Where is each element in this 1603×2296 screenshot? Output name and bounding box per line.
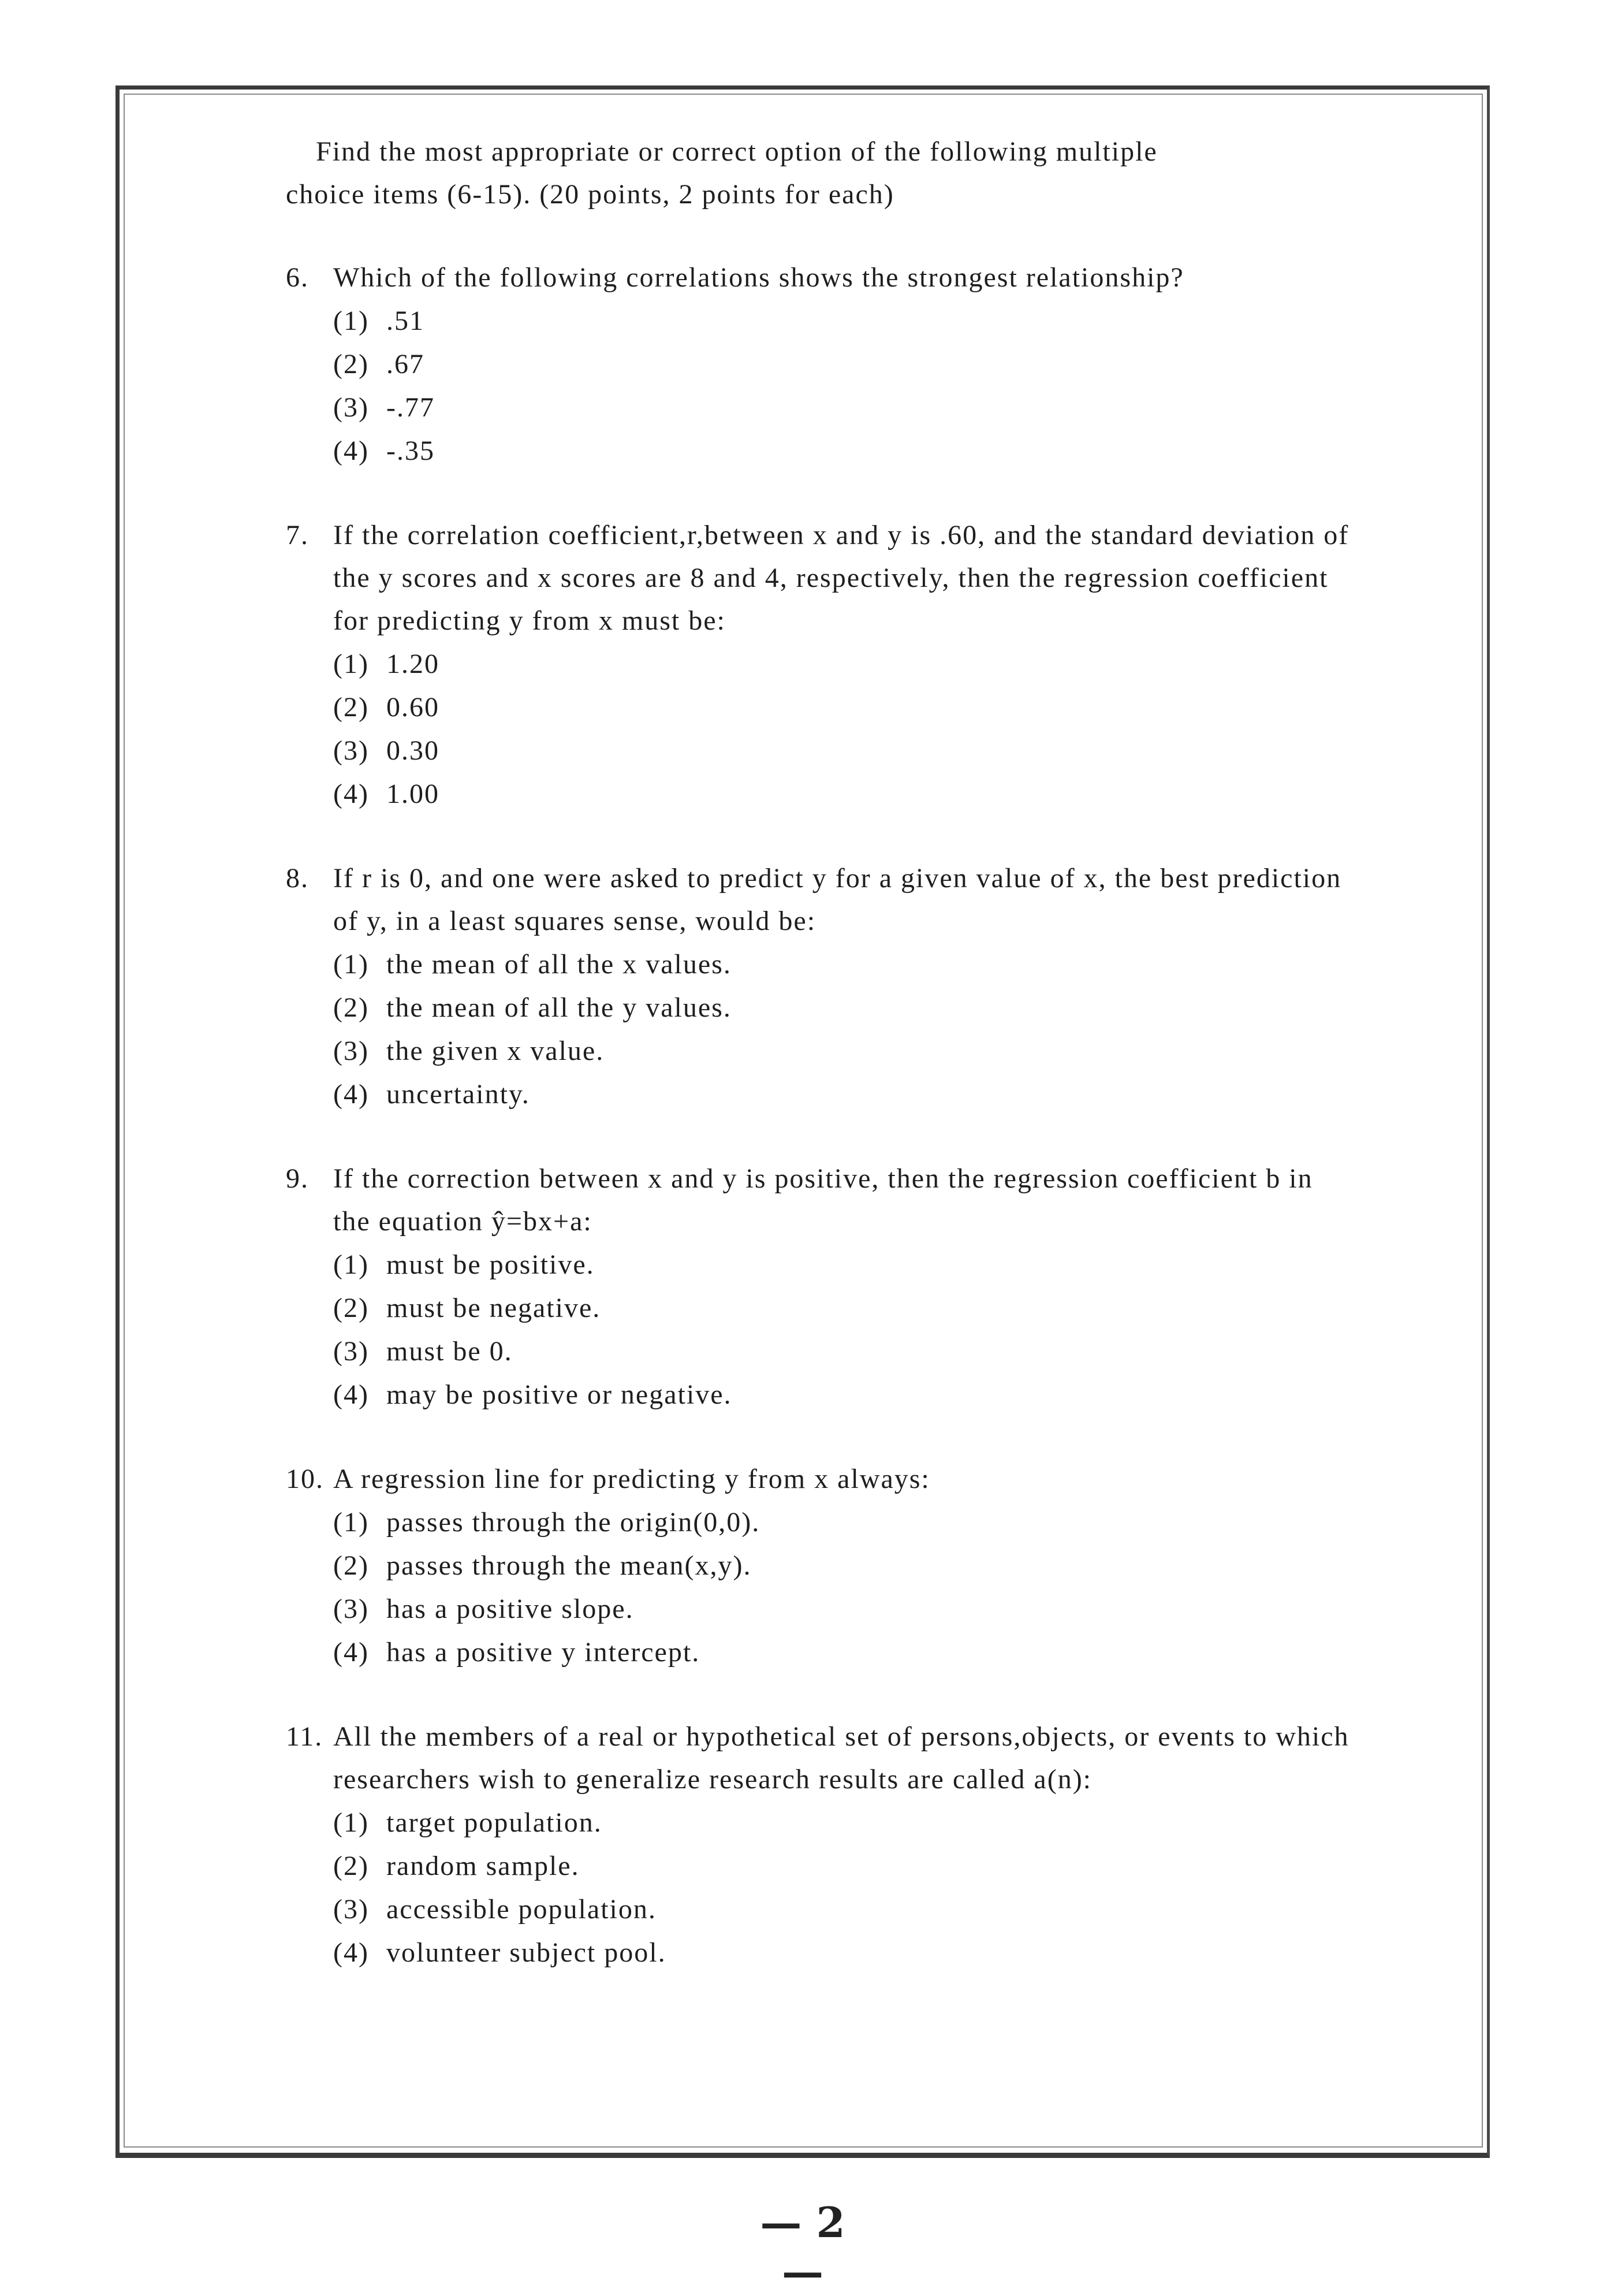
question-stem — [286, 1458, 1383, 1501]
exam-content — [286, 131, 1383, 2016]
option-2 — [333, 686, 1383, 729]
option-label: (2) — [333, 1851, 369, 1881]
option-1 — [333, 1501, 1383, 1544]
question-text: A regression line for predicting y from x always: — [333, 1464, 930, 1494]
option-text: may be positive or negative. — [386, 1379, 732, 1410]
option-2 — [333, 1544, 1383, 1587]
option-text: target population. — [386, 1807, 602, 1838]
question-stem — [286, 1158, 1383, 1243]
option-text: 1.20 — [386, 649, 439, 679]
page-number: — 2 — — [760, 2198, 845, 2296]
option-label: (3) — [333, 1036, 369, 1066]
question-9 — [286, 1158, 1383, 1416]
option-label: (3) — [333, 1336, 369, 1367]
option-text: must be negative. — [386, 1293, 601, 1323]
option-list — [286, 1243, 1383, 1416]
question-stem — [286, 857, 1383, 943]
option-text: random sample. — [386, 1851, 580, 1881]
option-list — [286, 642, 1383, 816]
question-7 — [286, 514, 1383, 816]
option-3 — [333, 729, 1383, 772]
option-text: .51 — [386, 306, 424, 336]
option-text: the mean of all the x values. — [386, 949, 732, 980]
option-text: -.77 — [386, 392, 435, 423]
option-4 — [333, 429, 1383, 472]
option-label: (2) — [333, 992, 369, 1023]
question-stem — [286, 514, 1383, 642]
option-text: must be positive. — [386, 1249, 595, 1280]
option-2 — [333, 986, 1383, 1029]
question-text: Which of the following correlations shows the strongest relationship? — [333, 262, 1184, 293]
option-label: (3) — [333, 392, 369, 423]
option-label: (1) — [333, 649, 369, 679]
option-label: (1) — [333, 1249, 369, 1280]
option-1 — [333, 1801, 1383, 1844]
option-2 — [333, 343, 1383, 386]
option-label: (4) — [333, 1079, 369, 1110]
question-text: If the correlation coefficient,r,between x and y is .60, and the standard deviation of the y scores and x scores are 8 and 4, respectively, then the regression coefficient for predicting y from x must be: — [333, 520, 1349, 636]
option-list — [286, 299, 1383, 472]
option-label: (3) — [333, 1894, 369, 1925]
question-11 — [286, 1716, 1383, 1974]
option-list — [286, 1801, 1383, 1974]
question-number: 9. — [286, 1163, 309, 1194]
question-8 — [286, 857, 1383, 1116]
option-4 — [333, 1073, 1383, 1116]
option-label: (2) — [333, 349, 369, 379]
question-text: If r is 0, and one were asked to predict y for a given value of x, the best prediction of y, in a least squares sense, would be: — [333, 863, 1342, 936]
option-text: must be 0. — [386, 1336, 513, 1367]
option-label: (4) — [333, 779, 369, 809]
option-4 — [333, 772, 1383, 816]
option-3 — [333, 1029, 1383, 1073]
option-text: 0.30 — [386, 735, 439, 766]
option-3 — [333, 1587, 1383, 1631]
question-10 — [286, 1458, 1383, 1674]
option-text: passes through the mean(x,y). — [386, 1550, 752, 1581]
question-number: 11. — [286, 1721, 323, 1752]
instructions-line-2: choice items (6-15). (20 points, 2 points for each) — [286, 179, 894, 210]
option-text: -.35 — [386, 436, 435, 466]
question-6 — [286, 256, 1383, 472]
option-list — [286, 943, 1383, 1116]
question-text: If the correction between x and y is positive, then the regression coefficient b in the equation ŷ=bx+a: — [333, 1163, 1313, 1237]
option-label: (2) — [333, 692, 369, 723]
option-label: (3) — [333, 1594, 369, 1624]
instructions — [286, 131, 1383, 216]
option-label: (4) — [333, 1937, 369, 1968]
option-4 — [333, 1373, 1383, 1416]
question-stem — [286, 1716, 1383, 1801]
option-text: has a positive slope. — [386, 1594, 634, 1624]
option-text: passes through the origin(0,0). — [386, 1507, 761, 1538]
option-1 — [333, 1243, 1383, 1286]
option-label: (1) — [333, 306, 369, 336]
option-text: 1.00 — [386, 779, 439, 809]
option-label: (2) — [333, 1550, 369, 1581]
option-4 — [333, 1931, 1383, 1974]
option-text: 0.60 — [386, 692, 439, 723]
option-label: (1) — [333, 949, 369, 980]
question-number: 8. — [286, 863, 309, 894]
option-label: (1) — [333, 1507, 369, 1538]
option-text: accessible population. — [386, 1894, 657, 1925]
option-label: (3) — [333, 735, 369, 766]
question-text: All the members of a real or hypothetical set of persons,objects, or events to which researchers wish to generalize research results are called a(n): — [333, 1721, 1349, 1795]
option-1 — [333, 943, 1383, 986]
question-stem — [286, 256, 1383, 299]
option-label: (4) — [333, 436, 369, 466]
option-label: (4) — [333, 1379, 369, 1410]
question-number: 10. — [286, 1464, 324, 1494]
option-2 — [333, 1286, 1383, 1330]
option-4 — [333, 1631, 1383, 1674]
option-3 — [333, 1888, 1383, 1931]
option-text: has a positive y intercept. — [386, 1637, 700, 1668]
option-label: (1) — [333, 1807, 369, 1838]
question-number: 7. — [286, 520, 309, 550]
option-text: .67 — [386, 349, 424, 379]
option-label: (4) — [333, 1637, 369, 1668]
option-text: volunteer subject pool. — [386, 1937, 666, 1968]
option-label: (2) — [333, 1293, 369, 1323]
option-list — [286, 1501, 1383, 1674]
option-2 — [333, 1844, 1383, 1888]
question-number: 6. — [286, 262, 309, 293]
option-text: uncertainty. — [386, 1079, 530, 1110]
option-3 — [333, 1330, 1383, 1373]
option-1 — [333, 642, 1383, 686]
option-3 — [333, 386, 1383, 429]
option-text: the mean of all the y values. — [386, 992, 732, 1023]
option-text: the given x value. — [386, 1036, 605, 1066]
instructions-line-1: Find the most appropriate or correct option of the following multiple — [316, 136, 1158, 167]
option-1 — [333, 299, 1383, 343]
